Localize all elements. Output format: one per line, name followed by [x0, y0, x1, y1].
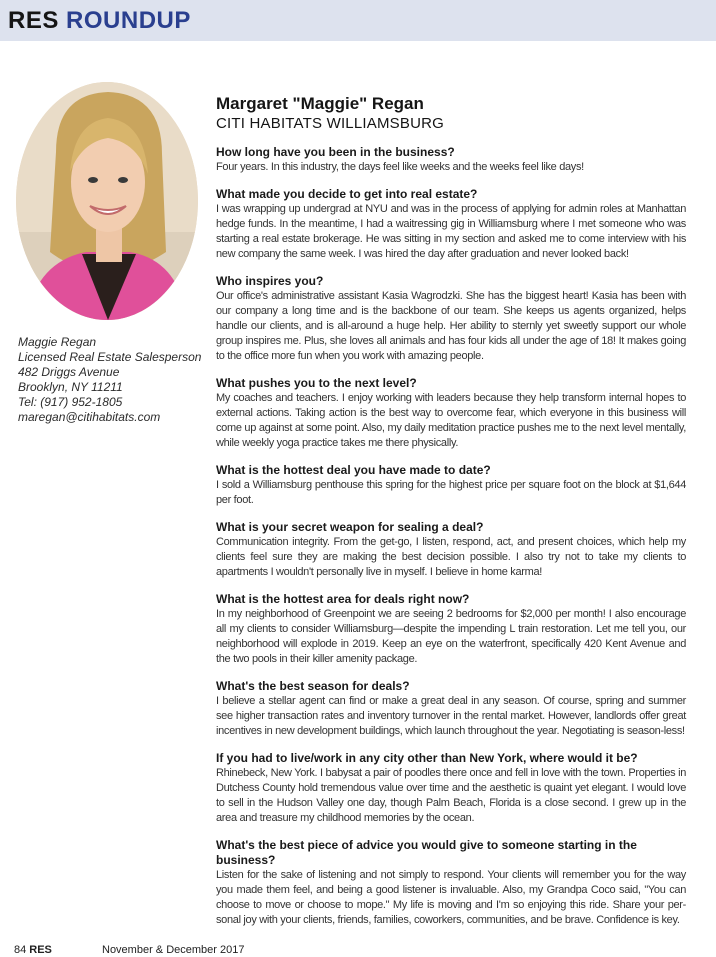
section-title-res: RES — [8, 7, 59, 34]
qa-item — [216, 376, 686, 451]
qa-item — [216, 592, 686, 667]
question: What is your secret weapon for sealing a deal? — [216, 520, 484, 534]
profile-company: CITI HABITATS WILLIAMSBURG — [216, 115, 445, 132]
contact-city: Brooklyn, NY 11211 — [18, 380, 123, 394]
contact-street: 482 Driggs Avenue — [18, 365, 120, 379]
answer: Communication integrity. From the get-go, I listen, respond, act, and present choices, which help my clients feel sure they are making the best decision possible. I also try not to take my clients to apartments I wouldn't personally live in myself. I believe in home karma! — [216, 536, 686, 578]
question: What pushes you to the next level? — [216, 376, 417, 390]
question: What's the best season for deals? — [216, 679, 410, 693]
answer: Listen for the sake of listening and not simply to respond. Your clients will remember you for the way you made them feel, and being a good listener is invaluable. Also, my Grandpa Coco said, "You can choose to move or choose to mope." My life is moving and I'm so enjoying this ride. Share your per-sonal joy with your clients, friends, families, coworkers, communities, and be brave. Confidence is key. — [216, 869, 686, 926]
qa-item — [216, 751, 686, 826]
contact-phone: Tel: (917) 952-1805 — [18, 395, 123, 409]
question: How long have you been in the business? — [216, 145, 455, 159]
qa-item — [216, 463, 686, 508]
qa-item — [216, 520, 686, 580]
footer-brand: RES — [29, 944, 52, 956]
question: Who inspires you? — [216, 274, 324, 288]
qa-item — [216, 187, 686, 262]
question: What made you decide to get into real estate? — [216, 187, 478, 201]
answer: Our office's administrative assistant Kasia Wagrodzki. She has the biggest heart! Kasia has been with our company a long time and is the backbone of our team. She keeps us agents organized, helps handle our clients, and is all-around a huge help. Her ability to sternly yet sweetly support our whole group inspires me. Plus, she loves all animals and has four kids all under the age of 18! It makes going to the office more fun when you work with amazing people. — [216, 290, 686, 362]
question: What's the best piece of advice you would give to someone starting in the business? — [216, 838, 637, 867]
page-number: 84 — [14, 944, 27, 956]
contact-name: Maggie Regan — [18, 335, 97, 349]
answer: Rhinebeck, New York. I babysat a pair of poodles there once and fell in love with the town. Properties in Dutchess County hold tremendous value over time and the aesthetic is quaint yet elegant. I would love to sell in the Hudson Valley one day, though Palm Beach, Florida is a close second. I grew up in the area and treasure my childhood memories by the ocean. — [216, 767, 686, 824]
qa-item — [216, 838, 686, 928]
answer: I sold a Williamsburg penthouse this spring for the highest price per square foot on the block at $1,644 per foot. — [216, 479, 686, 506]
question: What is the hottest area for deals right now? — [216, 592, 470, 606]
interview-article — [216, 93, 686, 928]
qa-item — [216, 679, 686, 739]
contact-email: maregan@citihabitats.com — [18, 410, 161, 424]
contact-block — [18, 335, 208, 425]
profile-photo — [16, 82, 198, 320]
answer: My coaches and teachers. I enjoy working with leaders because they help transform internal hopes to external actions. Taking action is the best way to overcome fear, which everyone in this business will come up against at some point. Also, my daily meditation practice pushes me to the next level mentally, while weekly yoga practice takes me there physically. — [216, 392, 686, 449]
qa-item — [216, 145, 686, 175]
contact-title: Licensed Real Estate Salesperson — [18, 350, 202, 364]
page-footer — [14, 944, 245, 957]
section-title — [8, 6, 191, 36]
profile-name: Margaret "Maggie" Regan — [216, 94, 424, 113]
question: What is the hottest deal you have made to date? — [216, 463, 491, 477]
answer: I believe a stellar agent can find or make a great deal in any season. Of course, spring and summer see higher transaction rates and inventory turnover in the rental market. However, landlords offer great incentives in new development buildings, which launch throughout the year. Negotiating is season-less! — [216, 695, 686, 737]
answer: Four years. In this industry, the days feel like weeks and the weeks feel like days! — [216, 161, 584, 173]
answer: I was wrapping up undergrad at NYU and was in the process of applying for admin roles at Manhattan hedge funds. In the meantime, I had a waitressing gig in Williamsburg where I met someone who was starting a real estate brokerage. He was sitting in my section and asked me to come interview with his new company the same week. I was hired the day after graduation and never looked back! — [216, 203, 686, 260]
answer: In my neighborhood of Greenpoint we are seeing 2 bedrooms for $2,000 per month! I also encourage all my clients to consider Williamsburg—despite the impending L train restoration. Let me tell you, our neighborhood will explode in 2019. Keep an eye on the waterfront, specifically 420 Kent Avenue and the two pools in their killer amenity package. — [216, 608, 686, 665]
section-title-roundup: ROUNDUP — [66, 7, 191, 34]
issue-date: November & December 2017 — [102, 944, 245, 956]
question: If you had to live/work in any city other than New York, where would it be? — [216, 751, 638, 765]
portrait-illustration — [16, 82, 198, 320]
qa-item — [216, 274, 686, 364]
